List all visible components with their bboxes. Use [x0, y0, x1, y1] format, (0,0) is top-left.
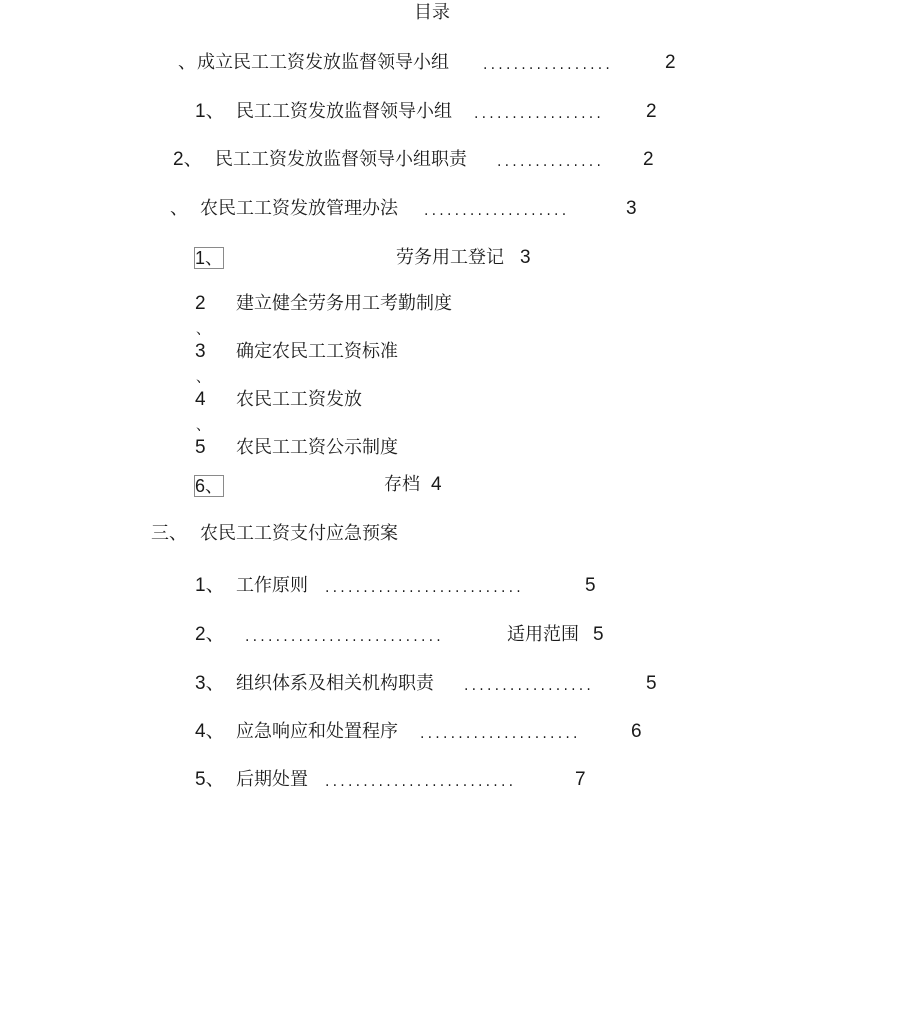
toc-entry-prefix: 5、	[195, 769, 225, 790]
toc-entry-page-number: 5	[593, 624, 604, 645]
toc-entry-page-number: 3	[626, 198, 637, 219]
toc-entry-prefix: 4	[195, 389, 206, 410]
toc-entry-prefix: 5	[195, 437, 206, 458]
toc-entry-leader-dots: ...................	[424, 203, 570, 219]
toc-entry-prefix: 、	[178, 52, 196, 73]
toc-entry-page-number: 3	[520, 247, 531, 268]
toc-entry-label: 组织体系及相关机构职责	[236, 673, 434, 694]
toc-entry-separator: 、	[196, 322, 210, 338]
toc-entry-prefix: 3	[195, 341, 206, 362]
toc-entry-prefix-box: 6、	[195, 476, 224, 496]
toc-entry-label: 民工工资发放监督领导小组	[236, 101, 452, 122]
toc-entry-page-number: 5	[646, 673, 657, 694]
toc-entry-label: 后期处置	[236, 769, 308, 790]
toc-entry-prefix: 三、	[151, 523, 187, 544]
toc-entry-prefix: 2、	[195, 624, 225, 645]
toc-entry-label: 建立健全劳务用工考勤制度	[236, 293, 452, 314]
toc-entry-leader-dots: .................	[474, 106, 605, 122]
toc-entry-leader-dots: ..........................	[245, 629, 444, 645]
toc-entry-prefix: 2、	[173, 149, 203, 170]
toc-entry-label: 农民工工资公示制度	[236, 437, 398, 458]
toc-entry-label: 存档	[384, 474, 420, 495]
toc-entry-label: 成立民工工资发放监督领导小组	[197, 52, 449, 73]
toc-entry-prefix: 1、	[195, 575, 225, 596]
toc-entry-prefix: 4、	[195, 721, 225, 742]
toc-title: 目录	[414, 2, 450, 23]
toc-entry-page-number: 2	[665, 52, 676, 73]
toc-entry-page-number: 7	[575, 769, 586, 790]
toc-entry-prefix: 2	[195, 293, 206, 314]
toc-entry-prefix: 、	[170, 198, 188, 219]
toc-entry-page-number: 5	[585, 575, 596, 596]
toc-entry-label: 民工工资发放监督领导小组职责	[215, 149, 467, 170]
toc-entry-prefix: 1、	[195, 101, 225, 122]
toc-entry-leader-dots: ..............	[497, 154, 605, 170]
toc-entry-leader-dots: .........................	[325, 774, 517, 790]
toc-entry-leader-dots: .................	[464, 678, 595, 694]
toc-entry-label: 农民工工资发放	[236, 389, 362, 410]
toc-entry-label: 适用范围	[507, 624, 579, 645]
toc-entry-leader-dots: .................	[483, 57, 614, 73]
toc-entry-label: 应急响应和处置程序	[236, 721, 398, 742]
toc-entry-prefix: 3、	[195, 673, 225, 694]
toc-entry-label: 农民工工资支付应急预案	[200, 523, 398, 544]
toc-entry-prefix-box: 1、	[195, 248, 224, 268]
toc-entry-label: 确定农民工工资标准	[236, 341, 398, 362]
toc-entry-label: 劳务用工登记	[396, 247, 504, 268]
toc-entry-separator: 、	[196, 418, 210, 434]
toc-entry-page-number: 2	[646, 101, 657, 122]
toc-entry-page-number: 4	[431, 474, 442, 495]
toc-entry-page-number: 6	[631, 721, 642, 742]
toc-entry-page-number: 2	[643, 149, 654, 170]
toc-entry-leader-dots: .....................	[420, 726, 581, 742]
toc-entry-leader-dots: ..........................	[325, 580, 524, 596]
toc-entry-label: 工作原则	[236, 575, 308, 596]
toc-entry-label: 农民工工资发放管理办法	[200, 198, 398, 219]
toc-entry-separator: 、	[196, 370, 210, 386]
